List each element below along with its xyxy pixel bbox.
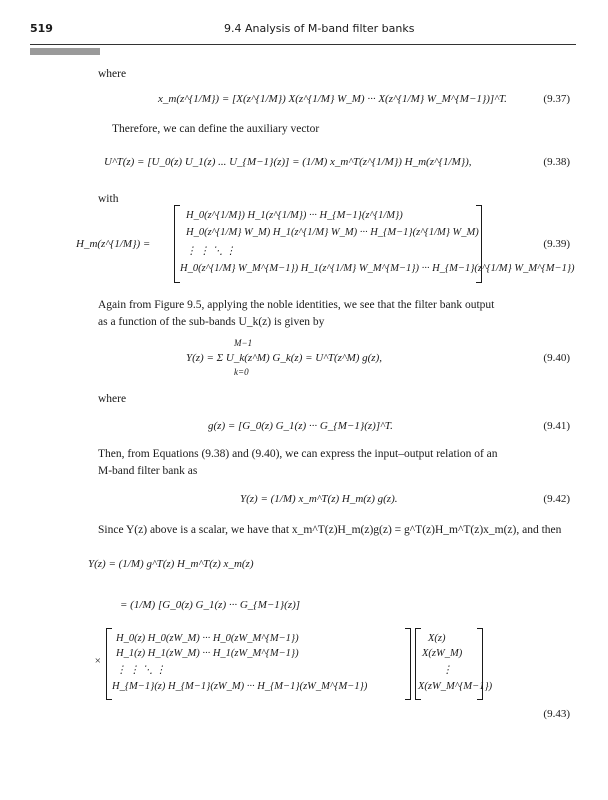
matrix-row-2: H_0(z^{1/M} W_M) H_1(z^{1/M} W_M) ··· H_{M−1}(z^{1/M} W_M): [186, 227, 479, 238]
paragraph-with: with: [98, 193, 119, 205]
equation-9-38: U^T(z) = [U_0(z) U_1(z) ... U_{M−1}(z)] = (1/M) x_m^T(z^{1/M}) H_m(z^{1/M}),: [104, 156, 472, 168]
page-number: 519: [30, 22, 53, 35]
matrix-2-right-bracket: [405, 628, 411, 700]
equation-number-9-43: (9.43): [543, 708, 570, 720]
equation-number-9-42: (9.42): [543, 493, 570, 505]
equation-9-39-lhs: H_m(z^{1/M}) =: [76, 238, 151, 250]
equation-number-9-40: (9.40): [543, 352, 570, 364]
equation-number-9-39: (9.39): [543, 238, 570, 250]
equation-9-43-line-1: Y(z) = (1/M) g^T(z) H_m^T(z) x_m(z): [88, 558, 254, 570]
matrix-2-row-4: H_{M−1}(z) H_{M−1}(zW_M) ··· H_{M−1}(zW_M^{M−1}): [112, 681, 368, 692]
matrix-2-row-3: ⋮ ⋮ ⋱ ⋮: [116, 665, 166, 676]
paragraph-scalar: Since Y(z) above is a scalar, we have that x_m^T(z)H_m(z)g(z) = g^T(z)H_m^T(z)x_m(z), and then: [98, 524, 562, 536]
matrix-2-row-2: H_1(z) H_1(zW_M) ··· H_1(zW_M^{M−1}): [116, 648, 299, 659]
equation-9-37: x_m(z^{1/M}) = [X(z^{1/M}) X(z^{1/M} W_M) ··· X(z^{1/M} W_M^{M−1})]^T.: [158, 93, 507, 105]
paragraph-auxiliary-vector: Therefore, we can define the auxiliary vector: [112, 123, 320, 135]
paragraph-where-2: where: [98, 393, 127, 405]
header-tab: [30, 48, 100, 55]
paragraph-input-output-2: M-band filter bank as: [98, 465, 198, 477]
vector-row-2: X(zW_M): [422, 648, 463, 659]
matrix-2-row-1: H_0(z) H_0(zW_M) ··· H_0(zW_M^{M−1}): [116, 633, 299, 644]
equation-number-9-38: (9.38): [543, 156, 570, 168]
equation-number-9-37: (9.37): [543, 93, 570, 105]
vector-row-4: X(zW_M^{M−1}): [418, 681, 493, 692]
equation-9-40-sum-upper: M−1: [234, 338, 253, 348]
equation-9-43-times: ×: [94, 655, 102, 667]
matrix-row-3: ⋮ ⋮ ⋱ ⋮: [186, 246, 236, 257]
equation-9-40-sum-lower: k=0: [234, 367, 249, 377]
paragraph-input-output-1: Then, from Equations (9.38) and (9.40), we can express the input–output relation of an: [98, 448, 498, 460]
header-rule: [30, 44, 576, 45]
matrix-row-4: H_0(z^{1/M} W_M^{M−1}) H_1(z^{1/M} W_M^{M−1}) ··· H_{M−1}(z^{1/M} W_M^{M−1}): [180, 263, 575, 274]
equation-9-40: Y(z) = Σ U_k(z^M) G_k(z) = U^T(z^M) g(z),: [186, 352, 382, 364]
paragraph-where-1: where: [98, 68, 127, 80]
equation-9-41: g(z) = [G_0(z) G_1(z) ··· G_{M−1}(z)]^T.: [208, 420, 393, 432]
matrix-row-1: H_0(z^{1/M}) H_1(z^{1/M}) ··· H_{M−1}(z^{1/M}): [186, 210, 403, 221]
paragraph-noble-identities-2: as a function of the sub-bands U_k(z) is given by: [98, 316, 325, 328]
equation-number-9-41: (9.41): [543, 420, 570, 432]
vector-row-1: X(z): [428, 633, 446, 644]
equation-9-42: Y(z) = (1/M) x_m^T(z) H_m(z) g(z).: [240, 493, 398, 505]
vector-row-3: ⋮: [442, 665, 453, 676]
paragraph-noble-identities-1: Again from Figure 9.5, applying the noble identities, we see that the filter bank output: [98, 299, 495, 311]
running-title: 9.4 Analysis of M-band filter banks: [224, 22, 415, 35]
equation-9-43-line-2: = (1/M) [G_0(z) G_1(z) ··· G_{M−1}(z)]: [120, 599, 301, 611]
